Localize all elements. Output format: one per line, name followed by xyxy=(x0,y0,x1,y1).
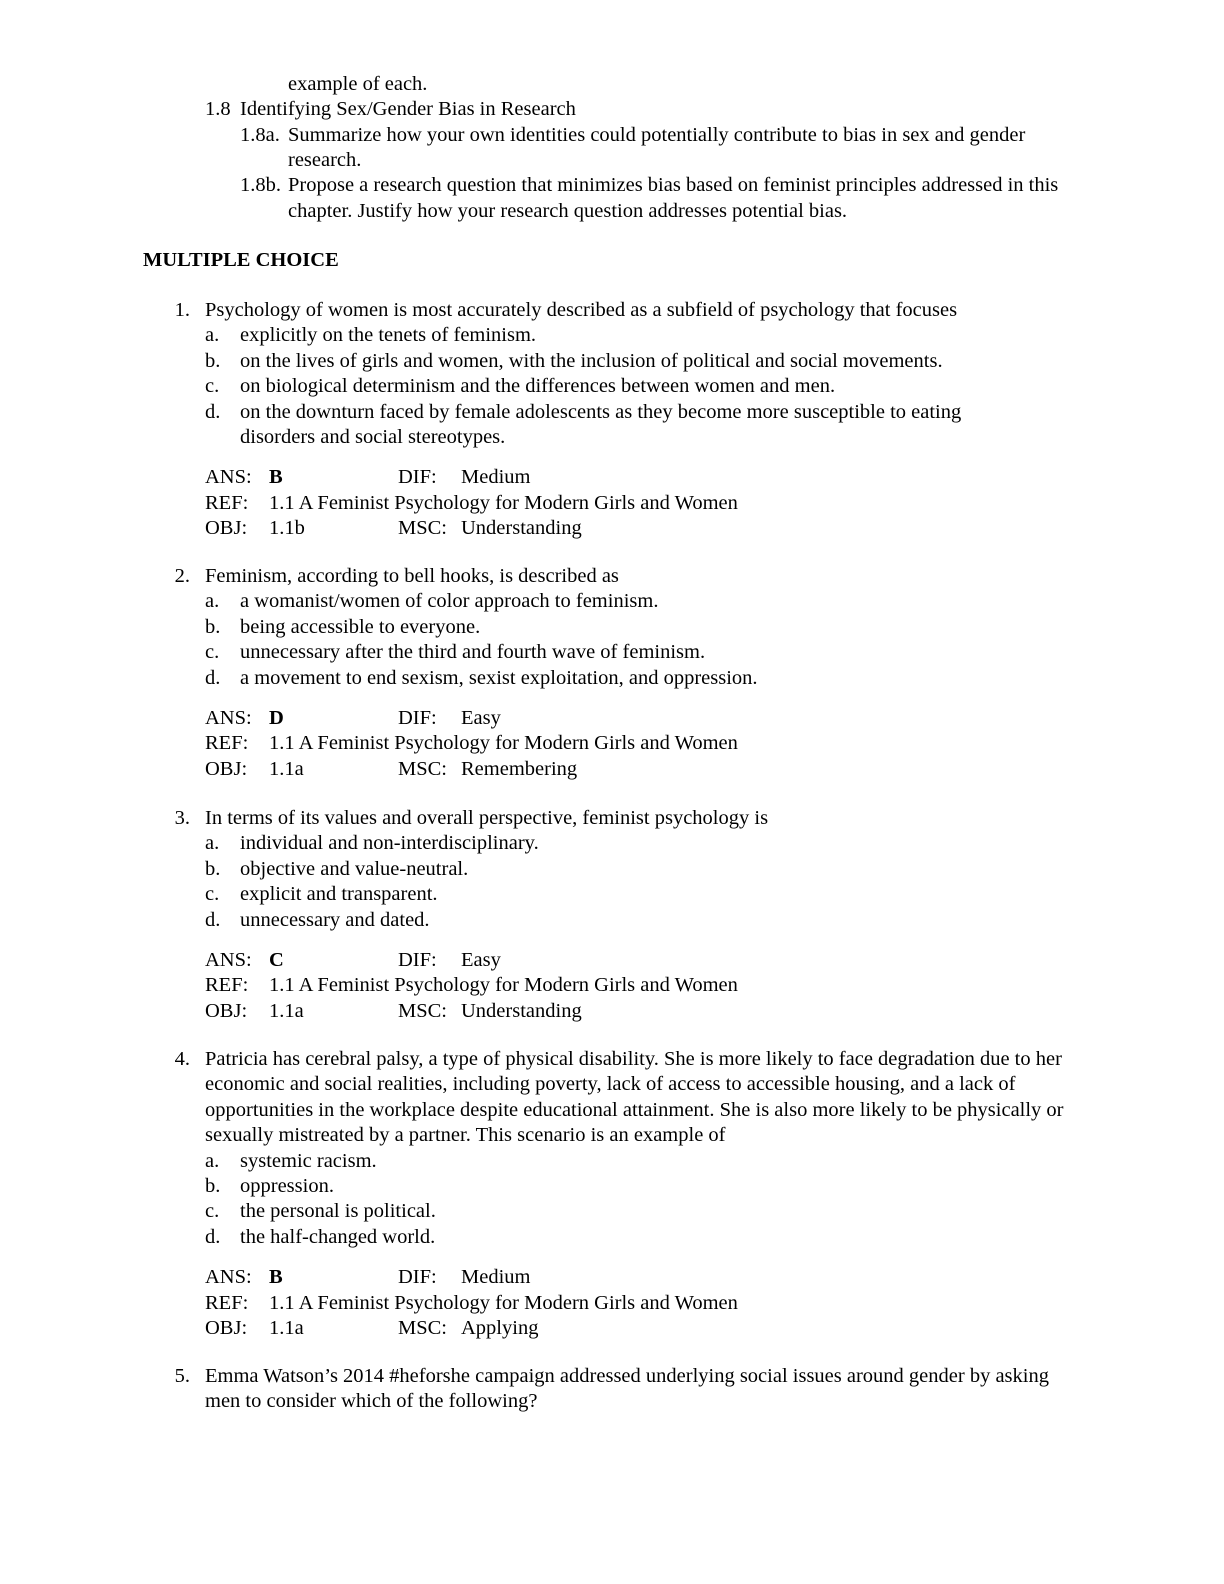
option-letter: a. xyxy=(205,832,220,855)
dif-label: DIF: xyxy=(398,949,437,971)
section-heading: MULTIPLE CHOICE xyxy=(143,249,339,271)
msc-label: MSC: xyxy=(398,757,447,780)
option-text: a movement to end sexism, sexist exploitation, and oppression. xyxy=(240,666,758,689)
dif-label: DIF: xyxy=(398,1266,437,1289)
option-letter: c. xyxy=(205,1200,220,1223)
answer-value: B xyxy=(269,466,283,489)
reference-value: 1.1 A Feminist Psychology for Modern Girls and Women xyxy=(269,732,738,755)
objective-1-8b-label: 1.8b. xyxy=(240,174,281,196)
msc-value: Understanding xyxy=(461,517,582,540)
msc-label: MSC: xyxy=(398,999,447,1022)
msc-label: MSC: xyxy=(398,1317,447,1339)
question-number: 1. xyxy=(174,299,190,321)
ans-label: ANS: xyxy=(205,707,252,729)
ref-label: REF: xyxy=(205,732,249,755)
option-text: the personal is political. xyxy=(240,1200,436,1223)
option-letter: b. xyxy=(205,349,221,372)
answer-value: C xyxy=(269,949,284,971)
obj-label: OBJ: xyxy=(205,757,248,780)
option-letter: b. xyxy=(205,615,221,638)
option-letter: c. xyxy=(205,883,220,906)
option-text: unnecessary and dated. xyxy=(240,908,430,931)
objective-1-8b-text-cont: chapter. Justify how your research question addresses potential bias. xyxy=(288,200,848,222)
question-stem: Feminism, according to bell hooks, is described as xyxy=(205,565,619,587)
option-text-cont: disorders and social stereotypes. xyxy=(240,426,506,448)
question-stem-cont: sexually mistreated by a partner. This scenario is an example of xyxy=(205,1124,726,1147)
option-letter: d. xyxy=(205,908,221,931)
option-letter: a. xyxy=(205,324,220,347)
dif-label: DIF: xyxy=(398,707,437,729)
objective-1-8-number: 1.8 xyxy=(205,98,231,120)
option-text: a womanist/women of color approach to feminism. xyxy=(240,590,659,613)
objective-1-7-continuation: example of each. xyxy=(288,73,428,95)
objective-value: 1.1a xyxy=(269,1317,304,1339)
objective-1-8b-text: Propose a research question that minimizes bias based on feminist principles addressed in this xyxy=(288,174,1059,196)
option-letter: d. xyxy=(205,666,221,689)
option-text: individual and non-interdisciplinary. xyxy=(240,832,539,855)
question-stem-cont: economic and social realities, including poverty, lack of access to accessible housing, and a lack of xyxy=(205,1073,1016,1096)
question-stem-cont: men to consider which of the following? xyxy=(205,1390,538,1413)
reference-value: 1.1 A Feminist Psychology for Modern Girls and Women xyxy=(269,491,738,514)
question-stem: Psychology of women is most accurately described as a subfield of psychology that focuses xyxy=(205,299,958,321)
question-stem: Emma Watson’s 2014 #heforshe campaign addressed underlying social issues around gender by asking xyxy=(205,1365,1049,1387)
option-letter: a. xyxy=(205,590,220,613)
msc-value: Understanding xyxy=(461,999,582,1022)
dif-label: DIF: xyxy=(398,466,437,489)
option-text: explicitly on the tenets of feminism. xyxy=(240,324,537,347)
objective-1-8a-text-cont: research. xyxy=(288,149,362,171)
difficulty-value: Easy xyxy=(461,707,501,729)
difficulty-value: Easy xyxy=(461,949,501,971)
option-text: being accessible to everyone. xyxy=(240,615,481,638)
ref-label: REF: xyxy=(205,491,249,514)
option-letter: b. xyxy=(205,1175,221,1197)
option-text: systemic racism. xyxy=(240,1149,377,1172)
obj-label: OBJ: xyxy=(205,999,248,1022)
objective-1-8a-label: 1.8a. xyxy=(240,124,280,146)
option-text: on the downturn faced by female adolescents as they become more susceptible to eating xyxy=(240,400,962,423)
option-text: oppression. xyxy=(240,1175,334,1197)
option-text: explicit and transparent. xyxy=(240,883,438,906)
ans-label: ANS: xyxy=(205,949,252,971)
ref-label: REF: xyxy=(205,974,249,997)
question-stem: In terms of its values and overall perspective, feminist psychology is xyxy=(205,807,769,829)
answer-value: D xyxy=(269,707,284,729)
difficulty-value: Medium xyxy=(461,1266,531,1289)
ans-label: ANS: xyxy=(205,466,252,489)
objective-1-8a-text: Summarize how your own identities could potentially contribute to bias in sex and gender xyxy=(288,124,1026,146)
option-letter: d. xyxy=(205,1225,221,1248)
question-stem: Patricia has cerebral palsy, a type of physical disability. She is more likely to face degradation due to her xyxy=(205,1048,1062,1070)
option-text: unnecessary after the third and fourth wave of feminism. xyxy=(240,641,706,664)
reference-value: 1.1 A Feminist Psychology for Modern Girls and Women xyxy=(269,1291,738,1314)
objective-value: 1.1a xyxy=(269,757,304,780)
option-letter: b. xyxy=(205,857,221,880)
answer-value: B xyxy=(269,1266,283,1289)
question-number: 2. xyxy=(174,565,190,587)
objective-value: 1.1a xyxy=(269,999,304,1022)
objective-value: 1.1b xyxy=(269,517,305,540)
ans-label: ANS: xyxy=(205,1266,252,1289)
obj-label: OBJ: xyxy=(205,517,248,540)
difficulty-value: Medium xyxy=(461,466,531,489)
option-letter: c. xyxy=(205,375,220,398)
question-stem-cont: opportunities in the workplace despite educational attainment. She is also more likely to be physically or xyxy=(205,1098,1064,1121)
option-letter: d. xyxy=(205,400,221,423)
option-letter: c. xyxy=(205,641,220,664)
objective-1-8-title: Identifying Sex/Gender Bias in Research xyxy=(240,98,576,120)
reference-value: 1.1 A Feminist Psychology for Modern Girls and Women xyxy=(269,974,738,997)
option-text: objective and value-neutral. xyxy=(240,857,469,880)
msc-value: Applying xyxy=(461,1317,539,1339)
msc-value: Remembering xyxy=(461,757,578,780)
question-number: 4. xyxy=(174,1048,190,1070)
msc-label: MSC: xyxy=(398,517,447,540)
option-letter: a. xyxy=(205,1149,220,1172)
option-text: on the lives of girls and women, with the inclusion of political and social movements. xyxy=(240,349,943,372)
question-number: 5. xyxy=(174,1365,190,1387)
obj-label: OBJ: xyxy=(205,1317,248,1339)
option-text: the half-changed world. xyxy=(240,1225,436,1248)
option-text: on biological determinism and the differences between women and men. xyxy=(240,375,836,398)
question-number: 3. xyxy=(174,807,190,829)
ref-label: REF: xyxy=(205,1291,249,1314)
